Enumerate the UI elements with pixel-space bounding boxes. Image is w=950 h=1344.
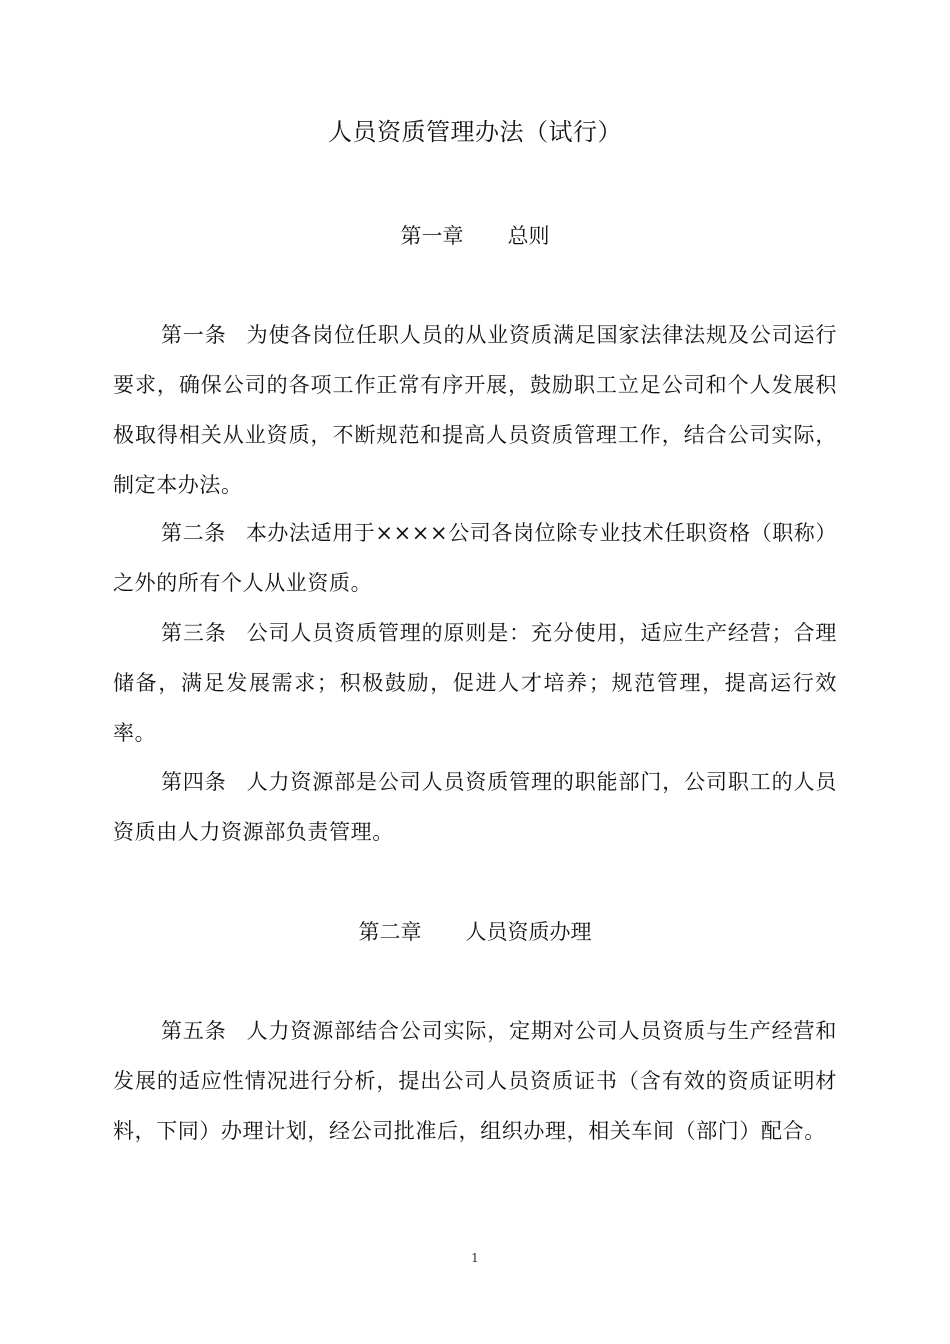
article-paragraph: [113, 1006, 837, 1156]
chapter-number: 第一章: [400, 224, 464, 248]
article-paragraph: [113, 608, 837, 758]
article-text: 公司人员资质管理的原则是：充分使用，适应生产经营；合理储备，满足发展需求；积极鼓励，促进人才培养；规范管理，提高运行效率。: [113, 621, 837, 745]
article-number: 第四条: [161, 770, 227, 794]
chapter-heading: [0, 916, 950, 948]
article-number: 第五条: [161, 1019, 227, 1043]
article-paragraph: [113, 757, 837, 857]
page-number: 1: [471, 1251, 479, 1265]
article-number: 第一条: [161, 323, 227, 347]
article-number: 第三条: [161, 621, 227, 645]
article-number: 第二条: [161, 521, 226, 545]
article-text: 为使各岗位任职人员的从业资质满足国家法律法规及公司运行要求，确保公司的各项工作正常有序开展，鼓励职工立足公司和个人发展积极取得相关从业资质，不断规范和提高人员资质管理工作，结合公司实际，制定本办法。: [113, 323, 837, 497]
article-text: 本办法适用于××××公司各岗位除专业技术任职资格（职称）之外的所有个人从业资质。: [113, 521, 837, 595]
article-text: 人力资源部是公司人员资质管理的职能部门，公司职工的人员资质由人力资源部负责管理。: [113, 770, 837, 844]
document-title: 人员资质管理办法（试行）: [328, 118, 622, 146]
article-paragraph: [113, 508, 837, 608]
article-text: 人力资源部结合公司实际，定期对公司人员资质与生产经营和发展的适应性情况进行分析，提出公司人员资质证书（含有效的资质证明材料，下同）办理计划，经公司批准后，组织办理，相关车间（部门）配合。: [113, 1019, 837, 1143]
chapter-name: 人员资质办理: [465, 920, 592, 944]
chapter-heading: [0, 220, 950, 252]
chapter-number: 第二章: [358, 920, 422, 944]
article-paragraph: [113, 310, 837, 510]
chapter-name: 总则: [507, 224, 550, 248]
